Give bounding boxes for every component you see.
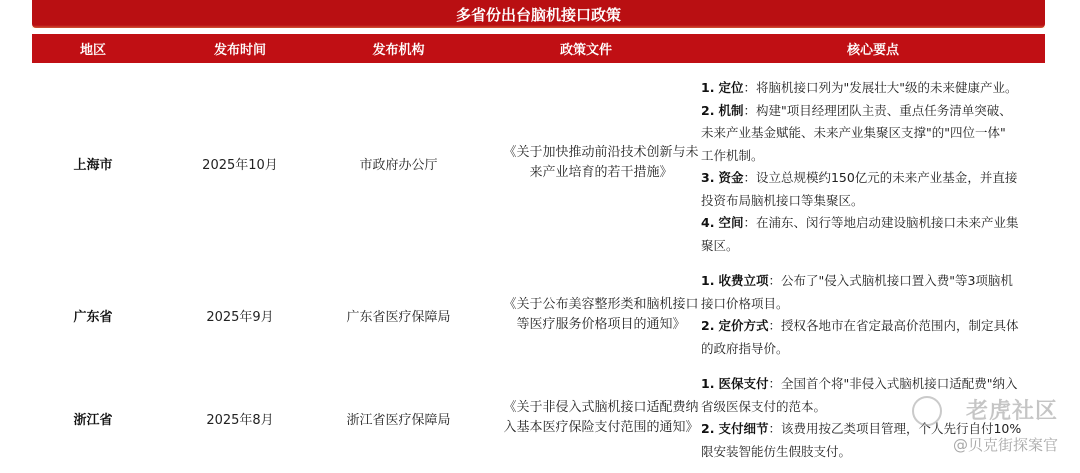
watermark-logo-text: 老虎社区 — [965, 399, 1058, 424]
table-title: 多省份出台脑机接口政策 — [455, 5, 621, 24]
key-points-cell — [701, 270, 1045, 360]
document-line: 等医疗服务价格项目的通知》 — [516, 317, 686, 332]
point-line: 1. 定位：将脑机接口列为"发展壮大"级的未来健康产业。 — [701, 80, 1018, 95]
point-line: 3. 资金：设立总规模约150亿元的未来产业基金，并直接 — [701, 170, 1018, 185]
table-row — [32, 270, 1045, 360]
point-line: 1. 医保支付：全国首个将"非侵入式脑机接口适配费"纳入 — [701, 376, 1018, 391]
date-cell: 2025年8月 — [206, 412, 274, 428]
point-line: 投资布局脑机接口等集聚区。 — [701, 192, 864, 208]
document-cell — [471, 77, 731, 249]
table-row — [32, 77, 1045, 253]
document-line: 《关于公布美容整形类和脑机接口 — [503, 297, 699, 312]
point-line: 接口价格项目。 — [701, 295, 789, 311]
document-line: 来产业培育的若干措施》 — [529, 165, 673, 180]
document-cell — [471, 373, 731, 463]
region-cell: 浙江省 — [73, 412, 113, 428]
point-line: 4. 空间：在浦东、闵行等地启动建设脑机接口未来产业集 — [701, 215, 1019, 230]
watermark-handle: @贝克街探案官 — [952, 436, 1058, 454]
point-line: 的政府指导价。 — [701, 340, 789, 356]
key-points-cell — [701, 373, 1045, 463]
point-line: 省级医保支付的范本。 — [701, 398, 827, 414]
point-line: 未来产业基金赋能、未来产业集聚区支撑"的"四位一体" — [701, 125, 1006, 140]
date-cell: 2025年10月 — [202, 157, 278, 173]
table-header-row — [32, 34, 1045, 63]
header-date: 发布时间 — [213, 43, 266, 58]
point-line: 2. 定价方式：授权各地市在省定最高价范围内，制定具体 — [701, 318, 1019, 333]
document-line: 《关于非侵入式脑机接口适配费纳 — [503, 400, 699, 415]
key-points-cell — [701, 77, 1045, 253]
table-row — [32, 373, 1045, 463]
document-cell — [471, 270, 731, 360]
header-region: 地区 — [79, 43, 106, 58]
point-line: 2. 支付细节：该费用按乙类项目管理，个人先行自付10% — [701, 421, 1022, 436]
region-cell: 上海市 — [73, 157, 113, 173]
header-document: 政策文件 — [559, 43, 612, 58]
date-cell: 2025年9月 — [206, 309, 274, 325]
document-line: 《关于加快推动前沿技术创新与未 — [503, 145, 699, 160]
point-line: 1. 收费立项：公布了"侵入式脑机接口置入费"等3项脑机 — [701, 273, 1013, 288]
agency-cell: 广东省医疗保障局 — [346, 309, 451, 325]
header-agency: 发布机构 — [372, 43, 425, 58]
document-line: 入基本医疗保险支付范围的通知》 — [503, 420, 699, 435]
region-cell: 广东省 — [73, 309, 113, 325]
point-line: 2. 机制：构建"项目经理团队主责、重点任务清单突破、 — [701, 102, 1012, 118]
table-title-bar — [32, 0, 1045, 28]
point-line: 工作机制。 — [701, 147, 764, 163]
agency-cell: 市政府办公厅 — [359, 157, 438, 173]
header-key-points: 核心要点 — [846, 43, 899, 58]
agency-cell: 浙江省医疗保障局 — [346, 412, 451, 428]
point-line: 限安装智能仿生假肢支付。 — [701, 443, 852, 459]
point-line: 聚区。 — [701, 237, 739, 253]
